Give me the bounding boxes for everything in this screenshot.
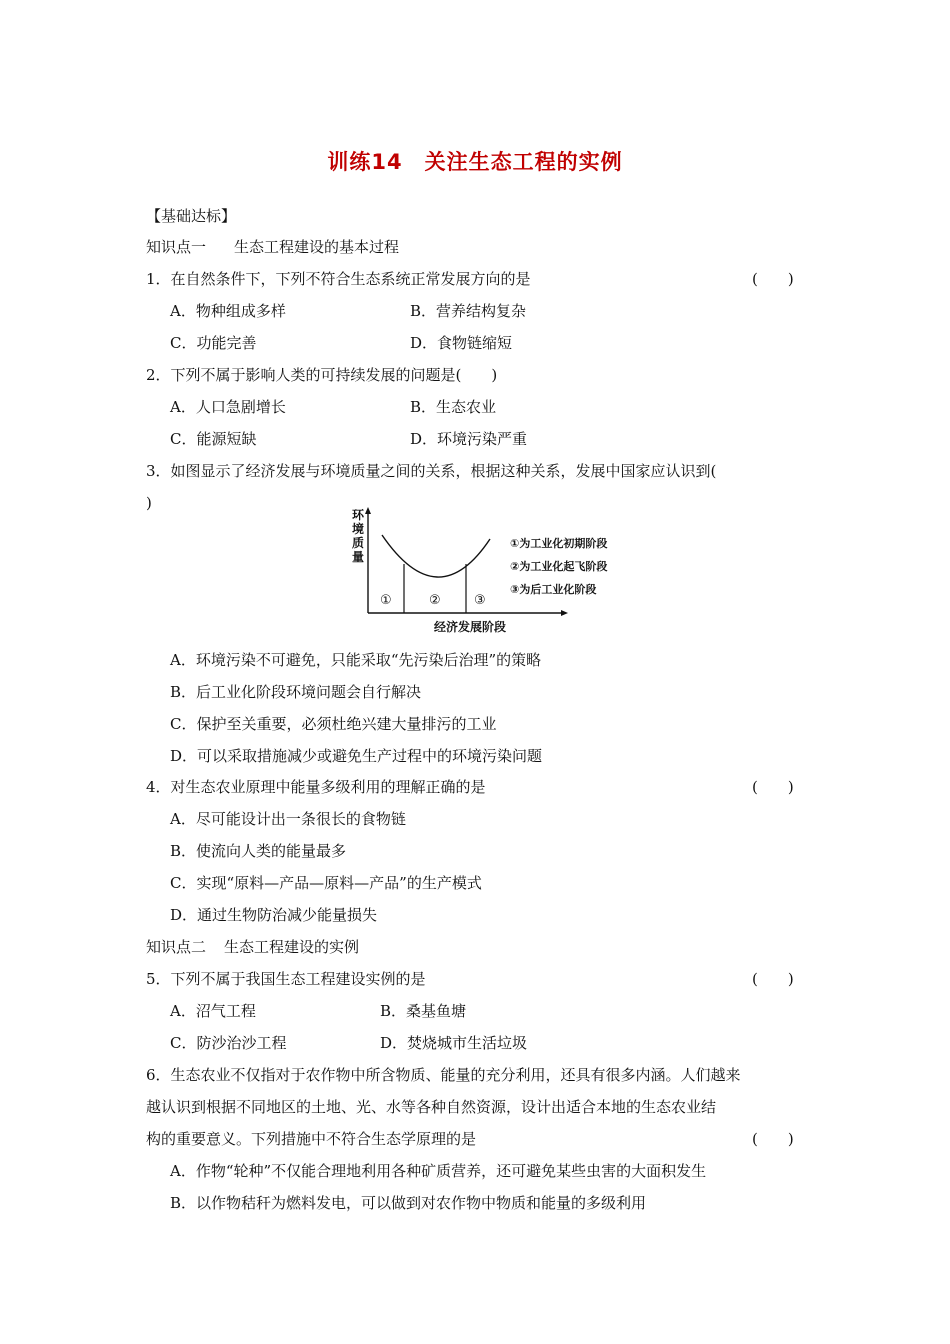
stage-1-label: ① — [380, 593, 392, 608]
q2-option-b[interactable]: B．生态农业 — [410, 398, 497, 416]
q4-option-c[interactable]: C．实现“原料—产品—原料—产品”的生产模式 — [170, 874, 482, 892]
legend-stage-3: ③为后工业化阶段 — [510, 583, 597, 596]
q4-option-a[interactable]: A．尽可能设计出一条很长的食物链 — [170, 810, 406, 828]
y-label-char: 环 — [352, 508, 365, 522]
answer-bracket-1[interactable]: ( ) — [752, 270, 794, 288]
legend-stage-2: ②为工业化起飞阶段 — [510, 560, 608, 573]
q5-option-a[interactable]: A．沼气工程 — [170, 1002, 256, 1020]
legend-stage-1: ①为工业化初期阶段 — [510, 537, 608, 550]
x-axis-arrow — [561, 610, 568, 616]
stage-3-label: ③ — [474, 593, 486, 608]
y-label-char: 量 — [352, 550, 365, 564]
stage-2-label: ② — [429, 593, 441, 608]
q1-option-b[interactable]: B．营养结构复杂 — [410, 302, 527, 320]
knowledge-point-2: 知识点二 生态工程建设的实例 — [146, 938, 360, 956]
title-text: 关注生态工程的实例 — [424, 150, 623, 174]
environment-economy-figure — [350, 507, 650, 637]
q3-option-b[interactable]: B．后工业化阶段环境问题会自行解决 — [170, 683, 422, 701]
q6-option-a[interactable]: A．作物“轮种”不仅能合理地利用各种矿质营养，还可避免某些虫害的大面积发生 — [170, 1162, 707, 1180]
y-label-char: 质 — [352, 536, 365, 550]
q2-option-c[interactable]: C．能源短缺 — [170, 430, 257, 448]
answer-bracket-6[interactable]: ( ) — [752, 1130, 794, 1148]
q5-option-d[interactable]: D．焚烧城市生活垃圾 — [380, 1034, 528, 1052]
answer-bracket-5[interactable]: ( ) — [752, 970, 794, 988]
environment-quality-curve — [382, 535, 490, 577]
q4-option-d[interactable]: D．通过生物防治减少能量损失 — [170, 906, 378, 924]
title-number: 训练14 — [327, 150, 403, 174]
q3-option-d[interactable]: D．可以采取措施减少或避免生产过程中的环境污染问题 — [170, 747, 543, 765]
question-3-stem-end: ) — [146, 494, 152, 512]
q5-option-c[interactable]: C．防沙治沙工程 — [170, 1034, 287, 1052]
x-axis-label: 经济发展阶段 — [434, 620, 507, 634]
page-title — [0, 146, 950, 176]
y-axis-arrow — [365, 507, 371, 514]
q1-option-d[interactable]: D．食物链缩短 — [410, 334, 513, 352]
question-3-stem: 3．如图显示了经济发展与环境质量之间的关系，根据这种关系，发展中国家应认识到( — [146, 462, 717, 480]
q3-option-c[interactable]: C．保护至关重要，必须杜绝兴建大量排污的工业 — [170, 715, 497, 733]
q1-option-a[interactable]: A．物种组成多样 — [170, 302, 286, 320]
answer-bracket-4[interactable]: ( ) — [752, 778, 794, 796]
q4-option-b[interactable]: B．使流向人类的能量最多 — [170, 842, 347, 860]
q3-option-a[interactable]: A．环境污染不可避免，只能采取“先污染后治理”的策略 — [170, 651, 542, 669]
q2-option-d[interactable]: D．环境污染严重 — [410, 430, 528, 448]
question-5-stem: 5．下列不属于我国生态工程建设实例的是 — [146, 970, 426, 988]
q1-option-c[interactable]: C．功能完善 — [170, 334, 257, 352]
question-6-stem-line1: 6．生态农业不仅指对于农作物中所含物质、能量的充分利用，还具有很多内涵。人们越来 — [146, 1066, 741, 1084]
question-6-stem-line2: 越认识到根据不同地区的土地、光、水等各种自然资源，设计出适合本地的生态农业结 — [146, 1098, 717, 1116]
question-1-stem: 1．在自然条件下，下列不符合生态系统正常发展方向的是 — [146, 270, 531, 288]
knowledge-point-1: 知识点一 生态工程建设的基本过程 — [146, 238, 400, 256]
question-4-stem: 4．对生态农业原理中能量多级利用的理解正确的是 — [146, 778, 486, 796]
question-2-stem: 2．下列不属于影响人类的可持续发展的问题是( ) — [146, 366, 498, 384]
y-label-char: 境 — [352, 522, 365, 536]
question-6-stem-line3: 构的重要意义。下列措施中不符合生态学原理的是 — [146, 1130, 477, 1148]
q5-option-b[interactable]: B．桑基鱼塘 — [380, 1002, 467, 1020]
section-header: 【基础达标】 — [146, 207, 237, 225]
q6-option-b[interactable]: B．以作物秸秆为燃料发电，可以做到对农作物中物质和能量的多级利用 — [170, 1194, 647, 1212]
q2-option-a[interactable]: A．人口急剧增长 — [170, 398, 286, 416]
